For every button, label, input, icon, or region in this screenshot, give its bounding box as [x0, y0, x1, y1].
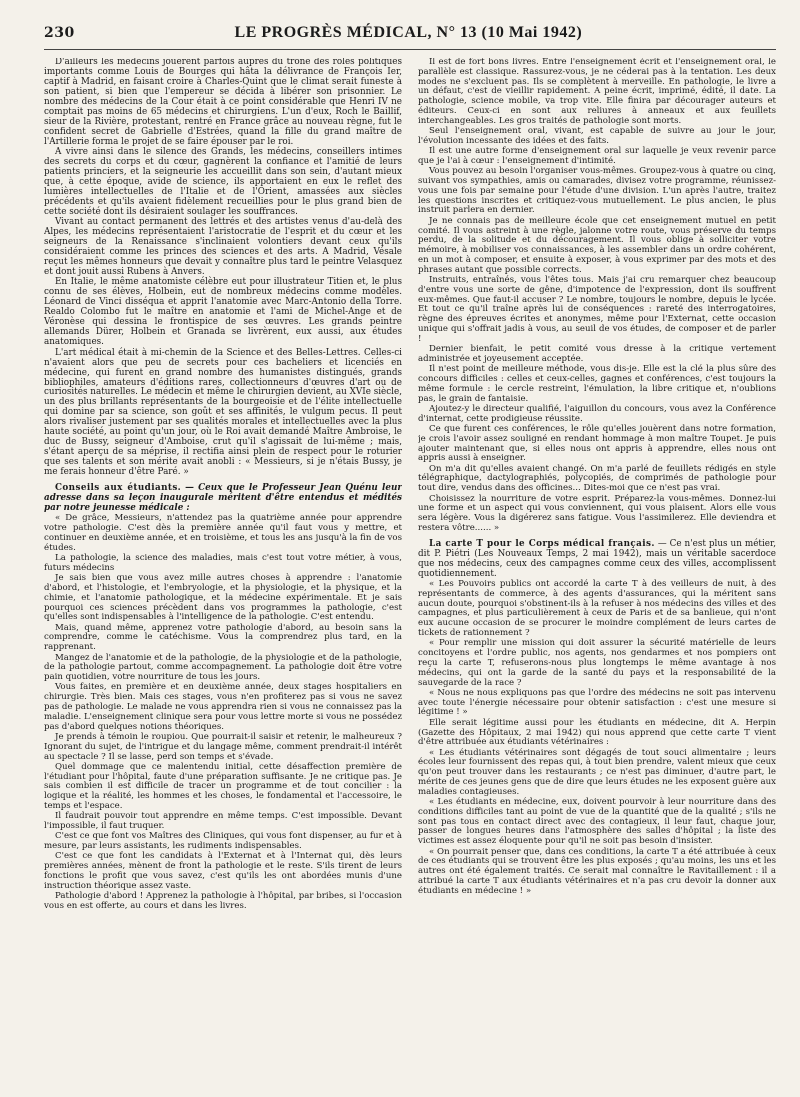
paragraph: Il est de fort bons livres. Entre l'enseignement écrit et l'enseignement oral, le parallèle est classique. Rassurez-vous, je ne céderai pas à la tentation. Les deux modes ne s'excluent pas. Ils se complètent à merveille. En pathologie, le livre a un défaut, c'est de vieillir rapidement. A peine écrit, imprimé, édité, il date. La pathologie, science mobile, va trop vite. Elle finira par décourager auteurs et éditeurs. Ceux-ci en sont aux reliures à anneaux et aux feuillets interchangeables. Les gros traités de pathologie sont morts. [418, 58, 776, 126]
paragraph: La pathologie, la science des maladies, mais c'est tout votre métier, à vous, futurs médecins [44, 553, 402, 573]
paragraph: Elle serait légitime aussi pour les étudiants en médecine, dit A. Herpin (Gazette des Hôpitaux, 2 mai 1942) qui nous apprend que cette carte T vient d'être attribuée aux étudiants vétérinaires : [418, 717, 776, 748]
running-title: LE PROGRÈS MÉDICAL, N° 13 (10 Mai 1942) [234, 24, 583, 41]
paragraph: Choisissez la nourriture de votre esprit. Préparez-la vous-mêmes. Donnez-lui une forme et un aspect qui vous conviennent, qui vous plaisent. Alors elle vous sera légère. Vous la digérerez sans fatigue. Vous l'assimilerez. Elle deviendra et restera vôtre...... » [418, 493, 776, 533]
paragraph: Vous pouvez au besoin l'organiser vous-mêmes. Groupez-vous à quatre ou cinq, suivant vos sympathies, amis ou camarades, divisez votre programme, réunissez-vous une fois par semaine pour l'étude d'une division. L'un après l'autre, traitez les questions inscrites et critiquez-vous mutuellement. Le plus ancien, le plus instruit parlera en dernier. [418, 166, 776, 216]
left-paragraphs-history [44, 58, 402, 478]
paragraph: Mais, quand même, apprenez votre pathologie d'abord, au besoin sans la comprendre, comme le catéchisme. Vous la comprendrez plus tard, en la rapprenant. [44, 622, 402, 653]
section-title-carte-t: La carte T pour le Corps médical français. [429, 538, 655, 549]
paragraph: A vivre ainsi dans le silence des Grands, les médecins, conseillers intimes des secrets du corps et du cœur, gagnèrent la confiance et l'amitié de leurs patients princiers, et la seigneurie les accueillit dans son sein, d'autant mieux que, à cette époque, avide de science, ils apportaient en eux le reflet des lumières intellectuelles de l'Italie et de l'Orient, amassées aux siècles précédents et qu'ils avaient fidèlement recueillies pour le plus grand bien de cette société dont ils désiraient soulager les souffrances. [44, 147, 402, 217]
paragraph: Il faudrait pouvoir tout apprendre en même temps. C'est impossible. Devant l'impossible, il faut truquer. [44, 811, 402, 832]
left-column [44, 58, 402, 1078]
paragraph: C'est ce que font les candidats à l'Externat et à l'Internat qui, dès leurs premières années, mènent de front la pathologie et le reste. S'ils tirent de leurs fonctions le profit que vous savez, c'est qu'ils les ont abordées munis d'une instruction théorique assez vaste. [44, 851, 402, 891]
paragraph: Vivant au contact permanent des lettrés et des artistes venus d'au-delà des Alpes, les médecins représentaient l'aristocratie de l'esprit et du cœur et les seigneurs de la Renaissance s'inclinaient volontiers devant ceux qu'ils considéraient comme les princes des sciences et des arts. A Madrid, Vésale reçut les mêmes honneurs que devait y connaître plus tard le peintre Velasquez et dont jouit aussi Rubens à Anvers. [44, 217, 402, 278]
paragraph: C'est ce que font vos Maîtres des Cliniques, qui vous font dispenser, au fur et à mesure, par leurs assistants, les rudiments indispensables. [44, 831, 402, 852]
paragraph: Je ne connais pas de meilleure école que cet enseignement mutuel en petit comité. Il vous astreint à une règle, jalonne votre route, vous préserve du temps perdu, de la solitude et du découragement. Il vous oblige à solliciter votre mémoire, à mobiliser vos connaissances, à les assembler dans un ordre cohérent, en un mot à composer, et ensuite à exposer, à vous exprimer par des mots et des phrases autant que possible corrects. [418, 215, 776, 275]
section-title-conseils: Conseils aux étudiants. [55, 483, 182, 494]
paragraph: Seul l'enseignement oral, vivant, est capable de suivre au jour le jour, l'évolution incessante des idées et des faits. [418, 126, 776, 146]
right-paragraphs-carte-t [418, 580, 776, 897]
paragraph: Il n'est point de meilleure méthode, vous dis-je. Elle est la clé la plus sûre des concours difficiles : celles et ceux-celles, gagnes et conférences, c'est toujours la même formule : le cercle restreint, l'émulation, la libre critique et, n'oublions pas, le grain de fantaisie. [418, 364, 776, 404]
paragraph: « Pour remplir une mission qui doit assurer la sécurité matérielle de leurs concitoyens et l'ordre public, nos agents, nos gendarmes et nos pompiers ont reçu la carte T, refuserons-nous plus longtemps le même avantage à nos médecins, qui ont la garde de la santé du pays et la responsabilité de la sauvegarde de la race ? [418, 638, 776, 688]
paragraph: D'ailleurs les médecins jouèrent parfois auprès du trône des rôles politiques importants comme Louis de Bourges qui hâta la délivrance de François Ier, captif à Madrid, en faisant croire à Charles-Quint que le climat serait funeste à son patient, si bien que l'empereur se décida à libérer son prisonnier. Le nombre des médecins de la Cour était à ce point considérable que Henri IV ne comptait pas moins de 65 médecins et chirurgiens. L'un d'eux, Roch le Baillif, sieur de la Rivière, protestant, rentré en France grâce au nouveau règne, fut le confident secret de Gabrielle d'Estrées, quand la fille du grand maître de l'Artillerie forma le projet de se faire épouser par le roi. [44, 58, 402, 147]
paragraph: « De grâce, Messieurs, n'attendez pas la quatrième année pour apprendre votre pathologie. C'est dès la première année qu'il faut vous y mettre, et continuer en deuxième année, et en troisième, et tous les ans jusqu'à la fin de vos études. [44, 513, 402, 553]
paragraph: Pathologie d'abord ! Apprenez la pathologie à l'hôpital, par bribes, si l'occasion vous en est offerte, au cours et dans les livres. [44, 891, 402, 911]
right-column [418, 58, 776, 1078]
section-carte-t-heading [418, 540, 776, 580]
paragraph: « Les étudiants vétérinaires sont dégagés de tout souci alimentaire ; leurs écoles leur fournissent des repas qui, à tout bien prendre, valent mieux que ceux qu'on peut trouver dans les restaurants ; ce n'est pas diminuer, d'autre part, le mérite de ces jeunes gens que de dire que leurs études ne les exposent guère aux maladies contagieuses. [418, 747, 776, 797]
journal-page [44, 24, 776, 1084]
paragraph: « Les étudiants en médecine, eux, doivent pourvoir à leur nourriture dans des conditions difficiles tant au point de vue de la quantité que de la qualité ; s'ils ne sont pas tous en contact direct avec des contagieux, il leur faut, chaque jour, passer de longues heures dans l'atmosphère des salles d'hôpital ; la liste des victimes est assez éloquente pour qu'il ne soit pas besoin d'insister. [418, 797, 776, 847]
paragraph: L'art médical était à mi-chemin de la Science et des Belles-Lettres. Celles-ci n'avaient alors que peu de secrets pour ces bacheliers et licenciés en médecine, qui furent en grand nombre des humanistes distingués, grands bibliophiles, amateurs d'éditions rares, collectionneurs d'œuvres d'art ou de curiosités naturelles. Le médecin et même le chirurgien devient, au XVIe siècle, un des plus brillants représentants de la bourgeoisie et de l'élite intellectuelle qui domine par sa science, son goût et ses affinités, le vulgum pecus. Il peut alors rivaliser justement par ses qualités morales et intellectuelles avec la plus haute société, au point qu'un jour, où le Roi avait demandé Maître Ambroise, le duc de Bussy, seigneur d'Amboise, crut qu'il s'agissait de lui-même ; mais, s'étant aperçu de sa méprise, il rectifia ainsi plein de respect pour le roturier que ses talents et son mérite avait anobli : « Messieurs, si je n'étais Bussy, je me ferais honneur d'être Paré. » [44, 347, 402, 478]
paragraph: Je prends à témoin le roupiou. Que pourrait-il saisir et retenir, le malheureux ? Ignorant du sujet, de l'intrigue et du langage même, comment prendrait-il intérêt au spectacle ? Il se lasse, perd son temps et s'évade. [44, 731, 402, 762]
section-lead-conseils: — Ceux que le Professeur Jean Quénu leur adresse dans sa leçon inaugurale méritent d'être entendus et médités par notre jeunesse médicale : [44, 483, 402, 513]
paragraph: Ajoutez-y le directeur qualifié, l'aiguillon du concours, vous avez la Conférence d'internat, cette prodigieuse réussite. [418, 403, 776, 424]
paragraph: « Nous ne nous expliquons pas que l'ordre des médecins ne soit pas intervenu avec toute l'énergie nécessaire pour obtenir satisfaction : c'est une mesure si légitime ! » [418, 687, 776, 718]
paragraph: Il est une autre forme d'enseignement oral sur laquelle je veux revenir parce que je l'ai à cœur : l'enseignement d'intimité. [418, 146, 776, 166]
page-header [44, 24, 776, 50]
paragraph: Vous faites, en première et en deuxième année, deux stages hospitaliers en chirurgie. Très bien. Mais ces stages, vous n'en profiterez pas si vous ne savez pas de pathologie. Le malade ne vous apprendra rien si vous ne connaissez pas la maladie. L'enseignement clinique sera pour vous lettre morte si vous ne possédez pas d'abord quelques notions théoriques. [44, 682, 402, 732]
paragraph: On m'a dit qu'elles avaient changé. On m'a parlé de feuillets rédigés en style télégraphique, dactylographiés, polycopiés, de comprimés de pathologie pour tout dire, vendus dans des officines... Dites-moi que ce n'est pas vrai. [418, 463, 776, 494]
paragraph: Dernier bienfait, le petit comité vous dresse à la critique vertement administrée et joyeusement acceptée. [418, 344, 776, 364]
page-number: 230 [44, 25, 75, 41]
paragraph: Je sais bien que vous avez mille autres choses à apprendre : l'anatomie d'abord, et l'histologie, et l'embryologie, et la physiologie, et la physique, et la chimie, et l'anatomie pathologique, et la médecine expérimentale. Et je sais pourquoi ces sciences précèdent dans vos programmes la pathologie, c'est qu'elles sont indispensables à l'intelligence de la pathologie. C'est entendu. [44, 573, 402, 623]
section-conseils-heading [44, 484, 402, 514]
two-column-body [44, 58, 776, 1078]
paragraph: Instruits, entraînés, vous l'êtes tous. Mais j'ai cru remarquer chez beaucoup d'entre vous une sorte de gêne, d'impotence de l'expression, dont ils souffrent eux-mêmes. Que faut-il accuser ? Le nombre, toujours le nombre, depuis le lycée. Et tout ce qu'il traîne après lui de conséquences : rareté des interrogatoires, règne des épreuves écrites et anonymes, même pour l'Externat, cette occasion unique qui s'offrait jadis à vous, au seuil de vos études, de composer et de parler ! [418, 275, 776, 344]
paragraph: Quel dommage que ce malentendu initial, cette désaffection première de l'étudiant pour l'hôpital, faute d'une préparation suffisante. Je ne critique pas. Je sais combien il est difficile de tracer un programme et de tout concilier : la logique et la réalité, les hommes et les choses, le fondamental et l'accessoire, le temps et l'espace. [44, 761, 402, 811]
section-text-carte-t: — Ce n'est plus un métier, dit P. Piétri (Les Nouveaux Temps, 2 mai 1942), mais un véritable sacerdoce que nos médecins, ceux des campagnes comme ceux des villes, accomplissent quotidiennement. [418, 538, 776, 579]
paragraph: Ce que furent ces conférences, le rôle qu'elles jouèrent dans notre formation, je crois l'avoir assez souligné en rendant hommage à mon maître Toupet. Je puis ajouter maintenant que, si elles nous ont appris à apprendre, elles nous ont appris aussi à enseigner. [418, 423, 776, 464]
left-paragraphs-conseils [44, 514, 402, 911]
paragraph: Mangez de l'anatomie et de la pathologie, de la physiologie et de la pathologie, de la pathologie partout, comme accompagnement. La pathologie doit être votre pain quotidien, votre nourriture de tous les jours. [44, 652, 402, 683]
paragraph: « On pourrait penser que, dans ces conditions, la carte T a été attribuée à ceux de ces étudiants qui se trouvent être les plus exposés ; qu'au moins, les uns et les autres ont été également traités. Ce serait mal connaître le Ravitaillement : il a attribué la carte T aux étudiants vétérinaires et n'a pas cru devoir la donner aux étudiants en médecine ! » [418, 846, 776, 896]
paragraph: En Italie, le même anatomiste célèbre eut pour illustrateur Titien et, le plus connu de ses élèves, Holbein, eut de nombreux médecins comme modèles. Léonard de Vinci disséqua et apprit l'anatomie avec Marc-Antonio della Torre. Realdo Colombo fut le maître en anatomie et l'ami de Michel-Ange et de Véronèse qui dessina le frontispice de ses œuvres. Les grands peintre allemands Dürer, Holbein et Granada se livrèrent, eux aussi, aux études anatomiques. [44, 277, 402, 348]
paragraph: « Les Pouvoirs publics ont accordé la carte T à des veilleurs de nuit, à des représentants de commerce, à des agents d'assurances, qui la méritent sans aucun doute, pourquoi s'obstinent-ils à la refuser à nos médecins des villes et des campagnes, et plus particulièrement à ceux de Paris et de sa banlieue, qui n'ont eux aucune occasion de se procurer le moindre complément de leurs cartes de tickets de rationnement ? [418, 579, 776, 639]
right-paragraphs-conseils [418, 58, 776, 534]
